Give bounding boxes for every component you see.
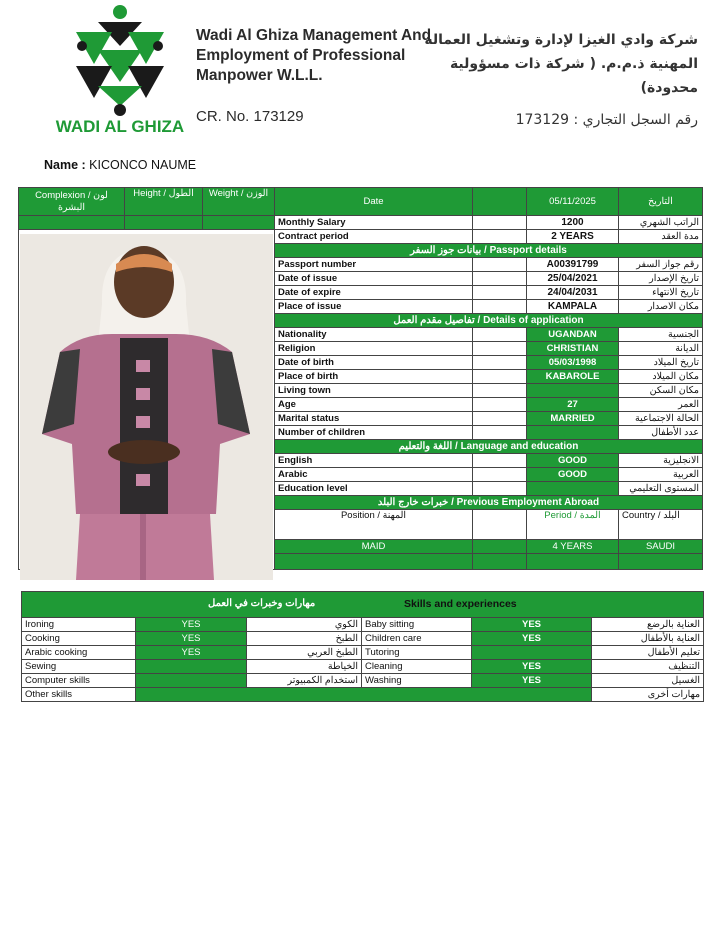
skill-washing-value: YES: [472, 674, 592, 688]
empty-cell: [473, 328, 527, 342]
weight-value: [203, 216, 275, 230]
company-ar-line: محدودة): [640, 80, 698, 96]
education-value: [527, 482, 619, 496]
empty-cell: [473, 272, 527, 286]
empty-cell: [619, 554, 703, 570]
empty-cell: [527, 554, 619, 570]
nationality-value: UGANDAN: [527, 328, 619, 342]
skill-tutoring-ar: تعليم الأطفال: [592, 646, 704, 660]
religion-ar: الديانة: [619, 342, 703, 356]
empty-cell: [473, 230, 527, 244]
period-value: 4 YEARS: [527, 540, 619, 554]
country-header: Country / البلد: [619, 510, 703, 540]
date-of-expire-value: 24/04/2031: [527, 286, 619, 300]
country-value: SAUDI: [619, 540, 703, 554]
monthly-salary-value: 1200: [527, 216, 619, 230]
position-value: MAID: [275, 540, 473, 554]
skill-arabic-cooking-label: Arabic cooking: [22, 646, 136, 660]
period-header: Period / المدة: [527, 510, 619, 540]
skill-cleaning-value: YES: [472, 660, 592, 674]
cr-number-en: CR. No. 173129: [196, 108, 304, 125]
company-name-ar: [424, 28, 698, 100]
company-logo: [40, 2, 200, 142]
skill-childrencare-label: Children care: [362, 632, 472, 646]
date-header: Date: [275, 188, 473, 216]
nationality-label: Nationality: [275, 328, 473, 342]
empty-cell: [473, 370, 527, 384]
marital-status-value: MARRIED: [527, 412, 619, 426]
living-town-value: [527, 384, 619, 398]
empty-cell: [473, 554, 527, 570]
skill-babysitting-ar: العناية بالرضع: [592, 618, 704, 632]
date-of-birth-ar: تاريخ الميلاد: [619, 356, 703, 370]
empty-cell: [473, 454, 527, 468]
empty-cell: [473, 342, 527, 356]
empty-cell: [275, 554, 473, 570]
application-section-header: تفاصيل مقدم العمل / Details of application: [275, 314, 703, 328]
company-name-en: [196, 26, 431, 86]
date-of-issue-label: Date of issue: [275, 272, 473, 286]
skill-childrencare-value: YES: [472, 632, 592, 646]
place-of-issue-label: Place of issue: [275, 300, 473, 314]
skill-cleaning-ar: التنظيف: [592, 660, 704, 674]
weight-header: Weight / الوزن: [203, 188, 275, 216]
nationality-ar: الجنسية: [619, 328, 703, 342]
passport-section-header: بيانات جوز السفر / Passport details: [275, 244, 703, 258]
place-of-issue-ar: مكان الاصدار: [619, 300, 703, 314]
skill-tutoring-value: [472, 646, 592, 660]
contract-period-ar: مدة العقد: [619, 230, 703, 244]
company-ar-line: شركة وادي الغيزا لإدارة وتشغيل العمالة: [424, 32, 698, 48]
skill-arabic-cooking-ar: الطبخ العربي: [247, 646, 362, 660]
place-of-birth-ar: مكان الميلاد: [619, 370, 703, 384]
empty-cell: [473, 540, 527, 554]
marital-status-label: Marital status: [275, 412, 473, 426]
skill-computer-label: Computer skills: [22, 674, 136, 688]
age-ar: العمر: [619, 398, 703, 412]
place-of-birth-label: Place of birth: [275, 370, 473, 384]
employment-section-header: خبرات خارج البلد / Previous Employment Abroad: [275, 496, 703, 510]
skills-header-ar: مهارات وخبرات في العمل: [208, 598, 316, 609]
empty-cell: [473, 300, 527, 314]
education-label: Education level: [275, 482, 473, 496]
skill-cooking-label: Cooking: [22, 632, 136, 646]
skill-arabic-cooking-value: YES: [136, 646, 247, 660]
empty-cell: [473, 482, 527, 496]
height-value: [125, 216, 203, 230]
height-header: Height / الطول: [125, 188, 203, 216]
religion-label: Religion: [275, 342, 473, 356]
skill-cleaning-label: Cleaning: [362, 660, 472, 674]
applicant-name: [44, 158, 196, 172]
logo-text: WADI AL GHIZA: [55, 117, 185, 136]
skill-computer-ar: استخدام الكمبيوتر: [247, 674, 362, 688]
skill-computer-value: [136, 674, 247, 688]
date-of-issue-value: 25/04/2021: [527, 272, 619, 286]
skill-cooking-ar: الطبخ: [247, 632, 362, 646]
skill-sewing-value: [136, 660, 247, 674]
skill-ironing-value: YES: [136, 618, 247, 632]
skill-sewing-ar: الخياطة: [247, 660, 362, 674]
company-ar-line: المهنية ذ.م.م. ( شركة ذات مسؤولية: [449, 56, 698, 72]
empty-cell: [473, 426, 527, 440]
date-of-expire-label: Date of expire: [275, 286, 473, 300]
empty-cell: [473, 286, 527, 300]
complexion-value: [19, 216, 125, 230]
skill-sewing-label: Sewing: [22, 660, 136, 674]
monthly-salary-label: Monthly Salary: [275, 216, 473, 230]
applicant-photo: [20, 234, 273, 580]
contract-period-label: Contract period: [275, 230, 473, 244]
skill-washing-ar: الغسيل: [592, 674, 704, 688]
language-section-header: اللغة والتعليم / Language and education: [275, 440, 703, 454]
empty-cell: [473, 258, 527, 272]
place-of-birth-value: KABAROLE: [527, 370, 619, 384]
monthly-salary-ar: الراتب الشهري: [619, 216, 703, 230]
date-value: 05/11/2025: [527, 188, 619, 216]
arabic-value: GOOD: [527, 468, 619, 482]
date-of-birth-label: Date of birth: [275, 356, 473, 370]
other-skills-label: Other skills: [22, 688, 136, 702]
passport-number-value: A00391799: [527, 258, 619, 272]
position-header: Position / المهنة: [275, 510, 473, 540]
skill-washing-label: Washing: [362, 674, 472, 688]
arabic-ar: العربية: [619, 468, 703, 482]
skill-ironing-ar: الكوي: [247, 618, 362, 632]
company-en-line: Employment of Professional: [196, 47, 406, 64]
children-value: [527, 426, 619, 440]
other-skills-ar: مهارات أخرى: [592, 688, 704, 702]
skill-childrencare-ar: العناية بالأطفال: [592, 632, 704, 646]
age-value: 27: [527, 398, 619, 412]
passport-number-label: Passport number: [275, 258, 473, 272]
date-of-birth-value: 05/03/1998: [527, 356, 619, 370]
marital-status-ar: الحالة الاجتماعية: [619, 412, 703, 426]
empty-cell: [473, 398, 527, 412]
children-label: Number of children: [275, 426, 473, 440]
name-value: KICONCO NAUME: [89, 158, 197, 172]
arabic-label: Arabic: [275, 468, 473, 482]
age-label: Age: [275, 398, 473, 412]
date-of-expire-ar: تاريخ الانتهاء: [619, 286, 703, 300]
skill-cooking-value: YES: [136, 632, 247, 646]
skill-babysitting-value: YES: [472, 618, 592, 632]
empty-cell: [473, 216, 527, 230]
company-en-line: Wadi Al Ghiza Management And: [196, 27, 432, 44]
skills-header: [22, 592, 704, 618]
cr-number-ar: رقم السجل التجاري : 173129: [515, 112, 698, 128]
empty-cell: [473, 510, 527, 540]
other-skills-value: [136, 688, 592, 702]
contract-period-value: 2 YEARS: [527, 230, 619, 244]
date-header-ar: التاريخ: [619, 188, 703, 216]
living-town-ar: مكان السكن: [619, 384, 703, 398]
complexion-header: Complexion / لون البشرة: [19, 188, 125, 216]
living-town-label: Living town: [275, 384, 473, 398]
date-of-issue-ar: تاريخ الإصدار: [619, 272, 703, 286]
skill-babysitting-label: Baby sitting: [362, 618, 472, 632]
skills-table: [21, 591, 704, 702]
skills-header-en: Skills and experiences: [404, 598, 517, 610]
english-ar: الانجليزية: [619, 454, 703, 468]
empty-cell: [473, 468, 527, 482]
company-en-line: Manpower W.L.L.: [196, 67, 323, 84]
english-label: English: [275, 454, 473, 468]
place-of-issue-value: KAMPALA: [527, 300, 619, 314]
religion-value: CHRISTIAN: [527, 342, 619, 356]
name-label: Name :: [44, 158, 86, 172]
empty-cell: [473, 384, 527, 398]
empty-cell: [473, 356, 527, 370]
skill-tutoring-label: Tutoring: [362, 646, 472, 660]
passport-number-ar: رقم جواز السفر: [619, 258, 703, 272]
english-value: GOOD: [527, 454, 619, 468]
empty-cell: [473, 188, 527, 216]
education-ar: المستوى التعليمي: [619, 482, 703, 496]
skill-ironing-label: Ironing: [22, 618, 136, 632]
children-ar: عدد الأطفال: [619, 426, 703, 440]
empty-cell: [473, 412, 527, 426]
